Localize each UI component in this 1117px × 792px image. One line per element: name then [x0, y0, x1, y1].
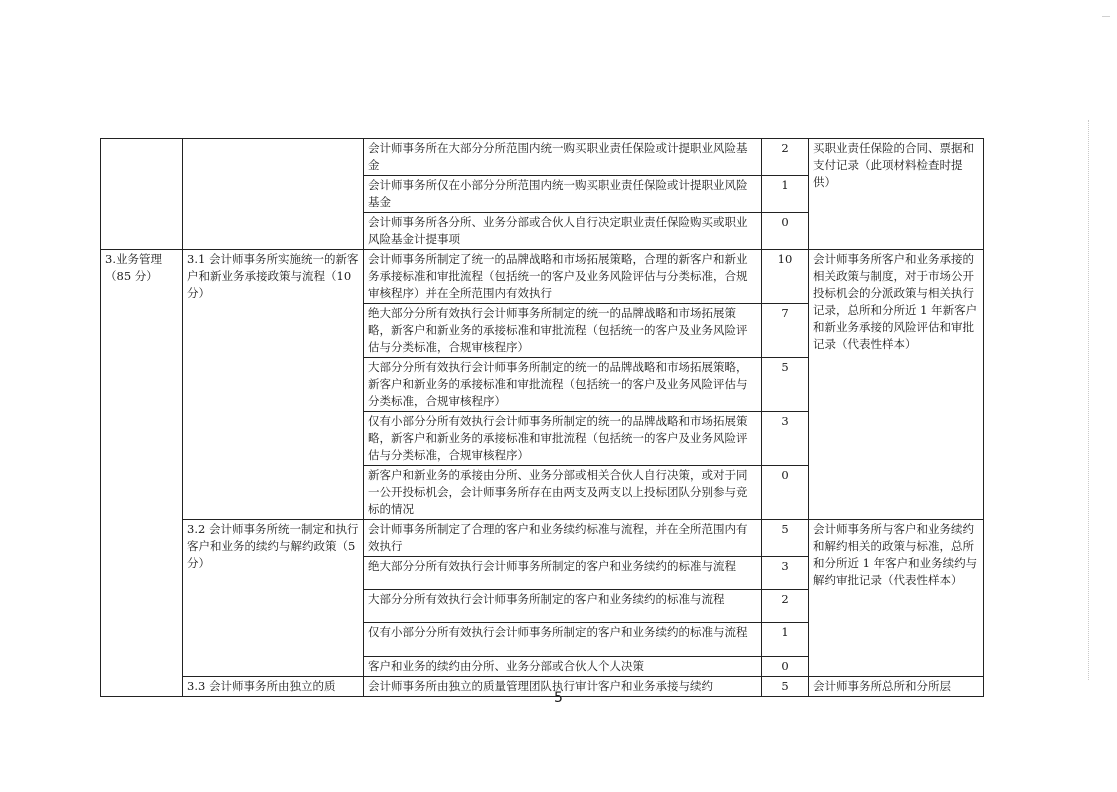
criterion-text: 大部分分所有效执行会计师事务所制定的客户和业务续约的标准与流程 — [364, 590, 762, 623]
evidence-text: 买职业责任保险的合同、票据和支付记录（此项材料检查时提供） — [809, 139, 984, 250]
score-value: 3 — [762, 412, 809, 466]
score-value: 2 — [762, 139, 809, 176]
score-value: 5 — [762, 520, 809, 557]
category-cell-empty — [101, 139, 183, 250]
criterion-text: 会计师事务所制定了统一的品牌战略和市场拓展策略，合理的新客户和新业务承接标准和审批流程（包括统一的客户及业务风险评估与分类标准，合规审核程序）并在全所范围内有效执行 — [364, 250, 762, 304]
score-value: 0 — [762, 657, 809, 677]
criterion-text: 客户和业务的续约由分所、业务分部或合伙人个人决策 — [364, 657, 762, 677]
criterion-text: 会计师事务所仅在小部分分所范围内统一购买职业责任保险或计提职业风险基金 — [364, 176, 762, 213]
scan-mark — [1102, 16, 1110, 17]
score-value: 1 — [762, 623, 809, 657]
criterion-text: 会计师事务所制定了合理的客户和业务续约标准与流程，并在全所范围内有效执行 — [364, 520, 762, 557]
criterion-text: 绝大部分分所有效执行会计师事务所制定的统一的品牌战略和市场拓展策略，新客户和新业务的承接标准和审批流程（包括统一的客户及业务风险评估与分类标准，合规审核程序） — [364, 304, 762, 358]
criterion-text: 会计师事务所各分所、业务分部或合伙人自行决定职业责任保险购买或职业风险基金计提事项 — [364, 213, 762, 250]
scan-edge — [1088, 120, 1090, 680]
evaluation-table — [100, 138, 984, 697]
score-value: 1 — [762, 176, 809, 213]
score-value: 2 — [762, 590, 809, 623]
score-value: 7 — [762, 304, 809, 358]
criterion-text: 仅有小部分分所有效执行会计师事务所制定的统一的品牌战略和市场拓展策略，新客户和新业务的承接标准和审批流程（包括统一的客户及业务风险评估与分类标准，合规审核程序） — [364, 412, 762, 466]
criterion-text: 会计师事务所由独立的质量管理团队执行审计客户和业务承接与续约 — [364, 677, 762, 697]
score-value: 5 — [762, 358, 809, 412]
evidence-text: 会计师事务所与客户和业务续约和解约相关的政策与标准，总所和分所近 1 年客户和业务续约与解约审批记录（代表性样本） — [809, 520, 984, 677]
score-value: 3 — [762, 557, 809, 590]
score-value: 0 — [762, 213, 809, 250]
category-label: 3.业务管理（85 分） — [101, 250, 183, 697]
table-row — [101, 250, 984, 304]
score-value: 10 — [762, 250, 809, 304]
score-value: 5 — [762, 677, 809, 697]
item-title: 3.1 会计师事务所实施统一的新客户和新业务承接政策与流程（10 分） — [183, 250, 364, 520]
criterion-text: 仅有小部分分所有效执行会计师事务所制定的客户和业务续约的标准与流程 — [364, 623, 762, 657]
item-cell-empty — [183, 139, 364, 250]
score-value: 0 — [762, 466, 809, 520]
criterion-text: 大部分分所有效执行会计师事务所制定的统一的品牌战略和市场拓展策略，新客户和新业务的承接标准和审批流程（包括统一的客户及业务风险评估与分类标准，合规审核程序） — [364, 358, 762, 412]
table-row — [101, 520, 984, 557]
criterion-text: 绝大部分分所有效执行会计师事务所制定的客户和业务续约的标准与流程 — [364, 557, 762, 590]
criterion-text: 新客户和新业务的承接由分所、业务分部或相关合伙人自行决策，或对于同一公开投标机会，会计师事务所存在由两支及两支以上投标团队分别参与竞标的情况 — [364, 466, 762, 520]
criterion-text: 会计师事务所在大部分分所范围内统一购买职业责任保险或计提职业风险基金 — [364, 139, 762, 176]
item-title: 3.3 会计师事务所由独立的质 — [183, 677, 364, 697]
table-row — [101, 139, 984, 176]
evidence-text: 会计师事务所客户和业务承接的相关政策与制度，对于市场公开投标机会的分派政策与相关执行记录，总所和分所近 1 年新客户和新业务承接的风险评估和审批记录（代表性样本） — [809, 250, 984, 520]
item-title: 3.2 会计师事务所统一制定和执行客户和业务的续约与解约政策（5 分） — [183, 520, 364, 677]
evidence-text: 会计师事务所总所和分所层 — [809, 677, 984, 697]
page-number: 5 — [554, 690, 563, 706]
